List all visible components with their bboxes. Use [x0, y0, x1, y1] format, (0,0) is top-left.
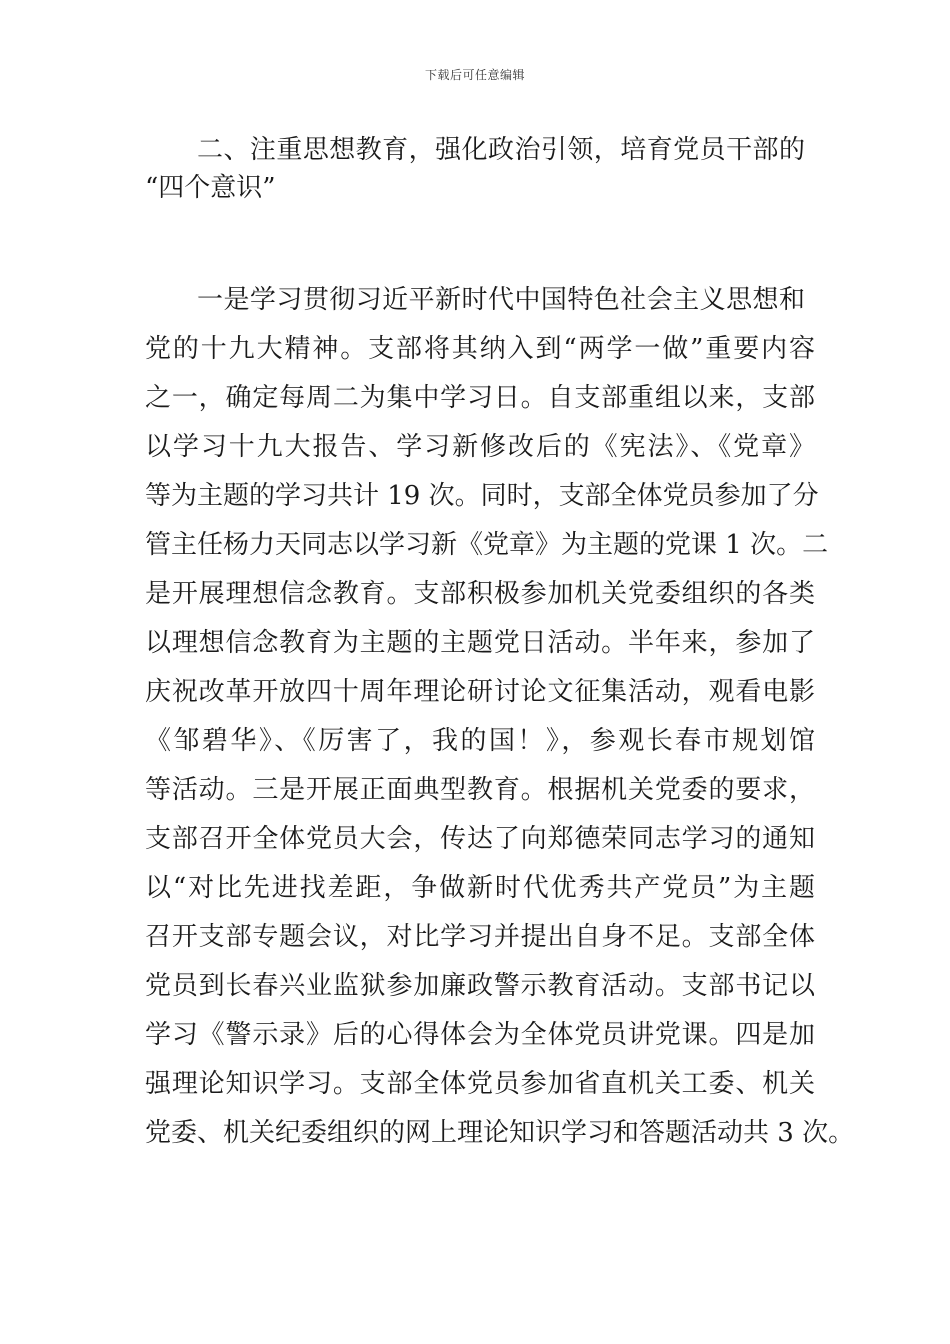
paragraph-line: 党的十九大精神。支部将其纳入到“两学一做”重要内容 — [145, 334, 815, 364]
paragraph-line: 学习《警示录》后的心得体会为全体党员讲党课。四是加 — [145, 1020, 815, 1050]
paragraph-line: 一是学习贯彻习近平新时代中国特色社会主义思想和 — [197, 285, 805, 315]
paragraph-line: 以理想信念教育为主题的主题党日活动。半年来，参加了 — [145, 628, 815, 658]
paragraph-line: 强理论知识学习。支部全体党员参加省直机关工委、机关 — [145, 1069, 815, 1099]
paragraph-line: 《邹碧华》、《厉害了，我的国！》，参观长春市规划馆 — [145, 726, 815, 756]
header-note: 下载后可任意编辑 — [424, 68, 525, 82]
paragraph-line: 党员到长春兴业监狱参加廉政警示教育活动。支部书记以 — [145, 971, 815, 1001]
paragraph-line: 之一，确定每周二为集中学习日。自支部重组以来，支部 — [145, 383, 815, 413]
paragraph-line: 党委、机关纪委组织的网上理论知识学习和答题活动共 3 次。 — [145, 1118, 855, 1148]
paragraph-line: 是开展理想信念教育。支部积极参加机关党委组织的各类 — [145, 579, 815, 609]
paragraph-line: 等活动。三是开展正面典型教育。根据机关党委的要求， — [145, 775, 815, 805]
heading-line-1: 二、注重思想教育，强化政治引领，培育党员干部的 — [197, 135, 805, 165]
paragraph-line: 召开支部专题会议，对比学习并提出自身不足。支部全体 — [145, 922, 815, 952]
paragraph-line: 管主任杨力天同志以学习新《党章》为主题的党课 1 次。二 — [145, 530, 829, 560]
paragraph-line: 以学习十九大报告、学习新修改后的《宪法》、《党章》 — [145, 432, 815, 462]
paragraph-line: 等为主题的学习共计 19 次。同时，支部全体党员参加了分 — [145, 481, 819, 511]
paragraph-line: 以“对比先进找差距，争做新时代优秀共产党员”为主题 — [145, 873, 815, 903]
paragraph-line: 支部召开全体党员大会，传达了向郑德荣同志学习的通知 — [145, 824, 815, 854]
paragraph-line: 庆祝改革开放四十周年理论研讨论文征集活动，观看电影 — [145, 677, 815, 707]
heading-line-2: “四个意识” — [145, 173, 276, 203]
